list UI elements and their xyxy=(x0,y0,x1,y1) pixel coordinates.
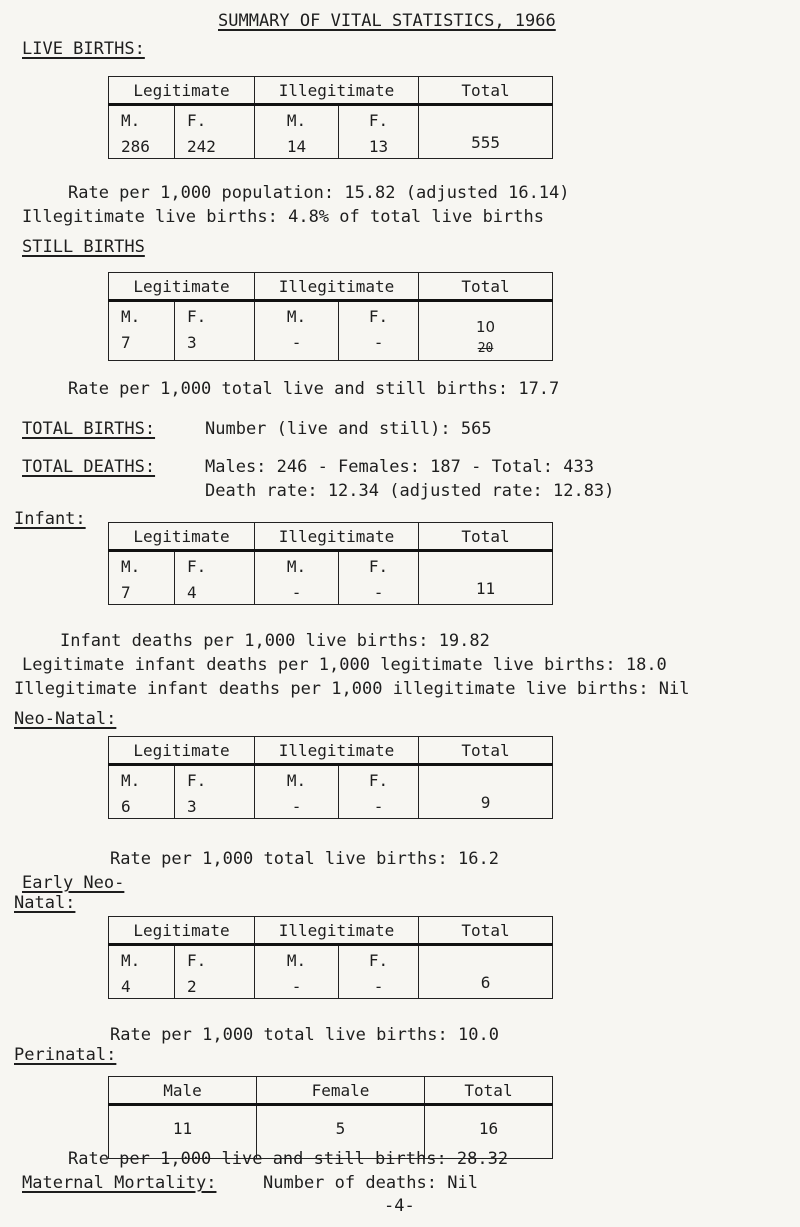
header-female: Female xyxy=(257,1077,425,1105)
legit-male-cell: M. 7 xyxy=(109,301,175,361)
illegit-male-cell: M. - xyxy=(255,301,339,361)
live-births-rate: Rate per 1,000 population: 15.82 (adjusted 16.14) xyxy=(68,183,570,203)
header-legitimate: Legitimate xyxy=(109,77,255,105)
perinatal-rate: Rate per 1,000 live and still births: 28.32 xyxy=(68,1149,509,1169)
page-title: SUMMARY OF VITAL STATISTICS, 1966 xyxy=(218,11,556,31)
header-total: Total xyxy=(419,523,553,551)
illegit-male-cell: M. - xyxy=(255,945,339,999)
header-total: Total xyxy=(419,737,553,765)
early-neo-natal-table xyxy=(108,916,553,999)
legit-male-cell: M. 286 xyxy=(109,105,175,159)
live-births-table xyxy=(108,76,553,159)
illegitimate-percentage: Illegitimate live births: 4.8% of total live births xyxy=(22,207,544,227)
legit-male-cell: M. 6 xyxy=(109,765,175,819)
header-male: Male xyxy=(109,1077,257,1105)
maternal-mortality-text: Number of deaths: Nil xyxy=(263,1173,478,1193)
legit-female-cell: F. 2 xyxy=(175,945,255,999)
illegit-male-cell: M. - xyxy=(255,551,339,605)
total-cell: 6 xyxy=(419,945,553,999)
male-cell: 11 xyxy=(109,1105,257,1159)
total-cell xyxy=(419,301,553,361)
still-births-table xyxy=(108,272,553,361)
illegit-male-cell: M. 14 xyxy=(255,105,339,159)
still-births-heading: STILL BIRTHS xyxy=(22,237,145,257)
struck-total: 20 xyxy=(477,341,494,356)
infant-heading: Infant: xyxy=(14,509,86,529)
illegit-female-cell: F. - xyxy=(339,765,419,819)
header-total: Total xyxy=(425,1077,553,1105)
legit-female-cell: F. 3 xyxy=(175,301,255,361)
header-illegitimate: Illegitimate xyxy=(255,737,419,765)
header-legitimate: Legitimate xyxy=(109,273,255,301)
early-neo-natal-heading-1: Early Neo- xyxy=(22,873,125,893)
total-cell: 555 xyxy=(419,105,553,159)
header-total: Total xyxy=(419,77,553,105)
total-deaths-line2: Death rate: 12.34 (adjusted rate: 12.83) xyxy=(205,481,615,501)
illegitimate-infant-rate: Illegitimate infant deaths per 1,000 illegitimate live births: Nil xyxy=(14,679,690,699)
legit-female-cell: F. 4 xyxy=(175,551,255,605)
header-illegitimate: Illegitimate xyxy=(255,917,419,945)
infant-deaths-rate: Infant deaths per 1,000 live births: 19.82 xyxy=(60,631,490,651)
legit-female-cell: F. 3 xyxy=(175,765,255,819)
header-illegitimate: Illegitimate xyxy=(255,523,419,551)
legitimate-infant-rate: Legitimate infant deaths per 1,000 legitimate live births: 18.0 xyxy=(22,655,667,675)
early-neo-natal-rate: Rate per 1,000 total live births: 10.0 xyxy=(110,1025,499,1045)
perinatal-heading: Perinatal: xyxy=(14,1045,117,1065)
total-births-text: Number (live and still): 565 xyxy=(205,419,492,439)
illegit-female-cell: F. 13 xyxy=(339,105,419,159)
total-cell: 9 xyxy=(419,765,553,819)
legit-female-cell: F. 242 xyxy=(175,105,255,159)
header-legitimate: Legitimate xyxy=(109,523,255,551)
neo-natal-heading: Neo-Natal: xyxy=(14,709,117,729)
header-total: Total xyxy=(419,917,553,945)
header-total: Total xyxy=(419,273,553,301)
illegit-female-cell: F. - xyxy=(339,301,419,361)
total-deaths-label: TOTAL DEATHS: xyxy=(22,457,156,477)
illegit-female-cell: F. - xyxy=(339,551,419,605)
illegit-male-cell: M. - xyxy=(255,765,339,819)
total-deaths-line1: Males: 246 - Females: 187 - Total: 433 xyxy=(205,457,594,477)
header-legitimate: Legitimate xyxy=(109,737,255,765)
header-illegitimate: Illegitimate xyxy=(255,77,419,105)
still-births-rate: Rate per 1,000 total live and still births: 17.7 xyxy=(68,379,560,399)
perinatal-table xyxy=(108,1076,553,1159)
legit-male-cell: M. 4 xyxy=(109,945,175,999)
header-legitimate: Legitimate xyxy=(109,917,255,945)
infant-table xyxy=(108,522,553,605)
header-illegitimate: Illegitimate xyxy=(255,273,419,301)
live-births-heading: LIVE BIRTHS: xyxy=(22,39,145,59)
legit-male-cell: M. 7 xyxy=(109,551,175,605)
illegit-female-cell: F. - xyxy=(339,945,419,999)
total-births-label: TOTAL BIRTHS: xyxy=(22,419,156,439)
total-cell: 16 xyxy=(425,1105,553,1159)
page-number: -4- xyxy=(384,1196,415,1216)
maternal-mortality-label: Maternal Mortality: xyxy=(22,1173,217,1193)
early-neo-natal-heading-2: Natal: xyxy=(14,893,76,913)
total-cell: 11 xyxy=(419,551,553,605)
female-cell: 5 xyxy=(257,1105,425,1159)
neo-natal-rate: Rate per 1,000 total live births: 16.2 xyxy=(110,849,499,869)
neo-natal-table xyxy=(108,736,553,819)
handwritten-total: 10 xyxy=(475,318,496,336)
